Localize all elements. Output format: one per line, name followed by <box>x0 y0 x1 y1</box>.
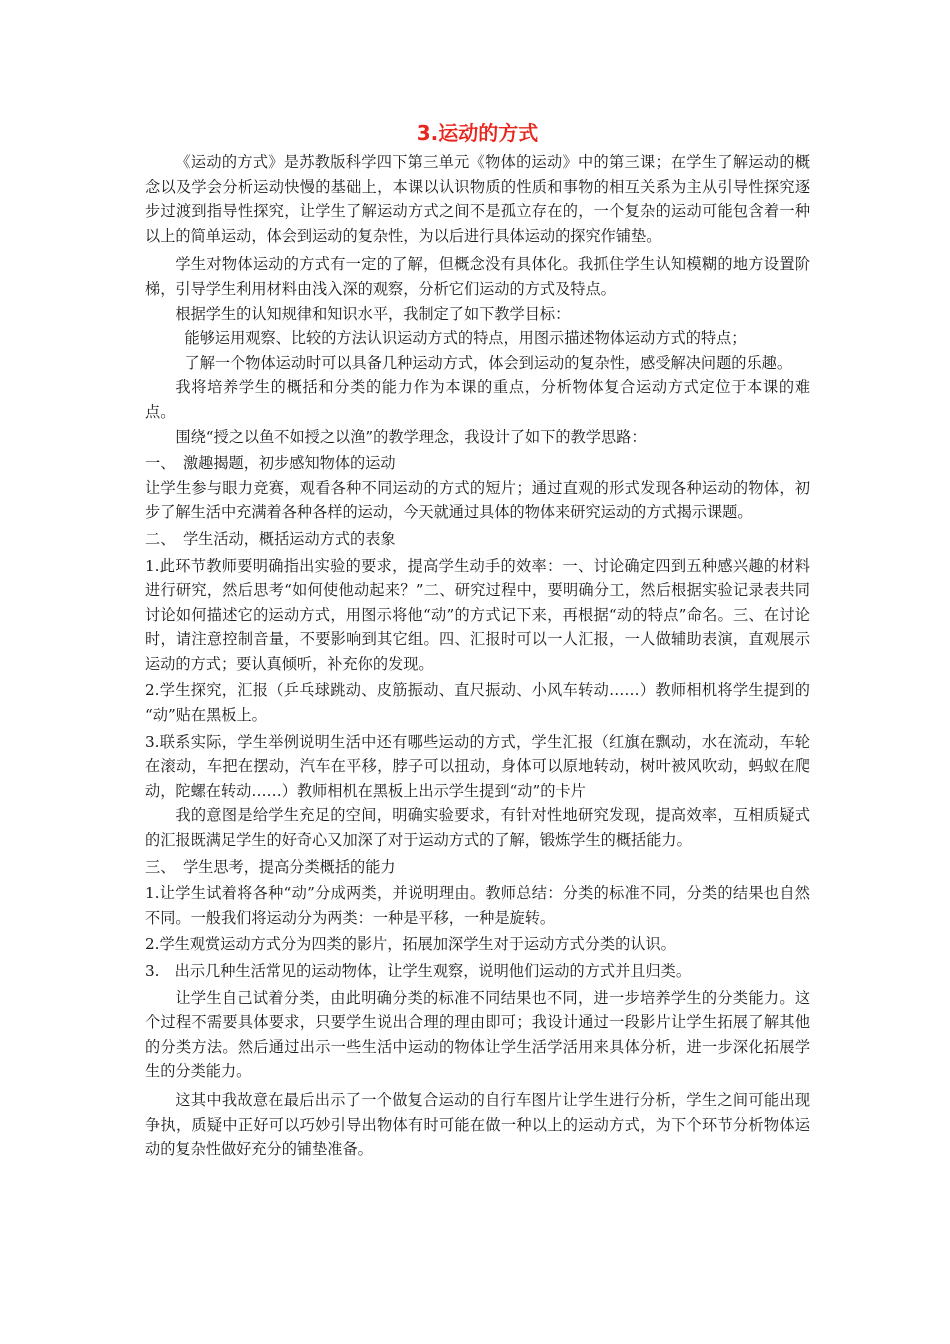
section-1-text: 让学生参与眼力竞赛，观看各种不同运动的方式的短片；通过直观的形式发现各种运动的物体，初步了解生活中充满着各种各样的运动，今天就通过具体的物体来研究运动的方式揭示课题。 <box>145 478 810 522</box>
section-2-item-3: 3.联系实际，学生举例说明生活中还有哪些运动的方式，学生汇报（红旗在飘动，水在流动，车轮在滚动，车把在摆动，汽车在平移，脖子可以扭动，身体可以原地转动，树叶被风吹动，蚂蚁在爬动，陀螺在转动……）教师相机在黑板上出示学生提到“动”的卡片 <box>145 732 810 800</box>
section-2-item-2: 2.学生探究，汇报（乒乓球跳动、皮筋振动、直尺振动、小风车转动……）教师相机将学生提到的 “动”贴在黑板上。 <box>145 681 810 725</box>
section-2-item-1: 1.此环节教师要明确指出实验的要求，提高学生动手的效率：一、讨论确定四到五种感兴趣的材料进行研究，然后思考“如何使他动起来？”二、研究过程中，要明确分工，然后根据实验记录表共同讨论如何描述它的运动方式，用图示将他“动”的方式记下来，再根据“动的特点”命名。三、在讨论时，请注意控制音量，不要影响到其它组。四、汇报时可以一人汇报，一人做辅助表演，直观展示运动的方式；要认真倾听，补充你的发现。 <box>145 556 810 673</box>
section-3-paragraph-1: 让学生自己试着分类，由此明确分类的标准不同结果也不同，进一步培养学生的分类能力。这个过程不需要具体要求，只要学生说出合理的理由即可；我设计通过一段影片让学生拓展了解其他的分类方法。然后通过出示一些生活中运动的物体让学生活学活用来具体分析，进一步深化拓展学生的分类能力。 <box>145 988 810 1081</box>
document-page <box>145 118 810 1162</box>
page-title: 3.运动的方式 <box>416 121 539 145</box>
teaching-goal-1: 能够运用观察、比较的方法认识运动方式的特点，用图示描述物体运动方式的特点； <box>184 329 747 348</box>
section-2-heading: 二、 学生活动，概括运动方式的表象 <box>145 529 396 548</box>
key-points-paragraph: 我将培养学生的概括和分类的能力作为本课的重点，分析物体复合运动方式定位于本课的难点。 <box>145 378 810 421</box>
student-analysis-paragraph: 学生对物体运动的方式有一定的了解，但概念没有具体化。我抓住学生认知模糊的地方设置阶梯，引导学生利用材料由浅入深的观察，分析它们运动的方式及特点。 <box>145 255 810 298</box>
teaching-idea-paragraph: 围绕“授之以鱼不如授之以渔”的教学理念，我设计了如下的教学思路： <box>175 427 647 446</box>
section-3-item-1: 1.让学生试着将各种“动”分成两类，并说明理由。教师总结：分类的标准不同，分类的结果也自然不同。一般我们将运动分为两类：一种是平移，一种是旋转。 <box>145 884 810 927</box>
section-3-item-3: 3. 出示几种生活常见的运动物体，让学生观察，说明他们运动的方式并且归类。 <box>145 962 692 980</box>
section-3-heading: 三、 学生思考，提高分类概括的能力 <box>145 857 396 876</box>
intro-paragraph: 《运动的方式》是苏教版科学四下第三单元《物体的运动》中的第三课；在学生了解运动的概念以及学会分析运动快慢的基础上，本课以认识物质的性质和事物的相互关系为主从引导性探究逐步过渡到指导性探究，让学生了解运动方式之间不是孤立存在的，一个复杂的运动可能包含着一种以上的简单运动，体会到运动的复杂性，为以后进行具体运动的探究作铺垫。 <box>145 153 810 245</box>
section-1-heading: 一、 激趣揭题，初步感知物体的运动 <box>145 454 396 473</box>
goals-intro-paragraph: 根据学生的认知规律和知识水平，我制定了如下教学目标： <box>175 304 571 323</box>
section-3-paragraph-2: 这其中我故意在最后出示了一个做复合运动的自行车图片让学生进行分析，学生之间可能出现争执，质疑中正好可以巧妙引导出物体有时可能在做一种以上的运动方式，为下个环节分析物体运动的复杂性做好充分的铺垫准备。 <box>145 1090 810 1159</box>
teaching-goal-2: 了解一个物体运动时可以具备几种运动方式，体会到运动的复杂性，感受解决问题的乐趣。 <box>184 353 793 372</box>
section-3-item-2: 2.学生观赏运动方式分为四类的影片，拓展加深学生对于运动方式分类的认识。 <box>145 935 676 954</box>
section-2-intent: 我的意图是给学生充足的空间，明确实验要求，有针对性地研究发现，提高效率，互相质疑式的汇报既满足学生的好奇心又加深了对于运动方式的了解，锻炼学生的概括能力。 <box>145 806 810 850</box>
